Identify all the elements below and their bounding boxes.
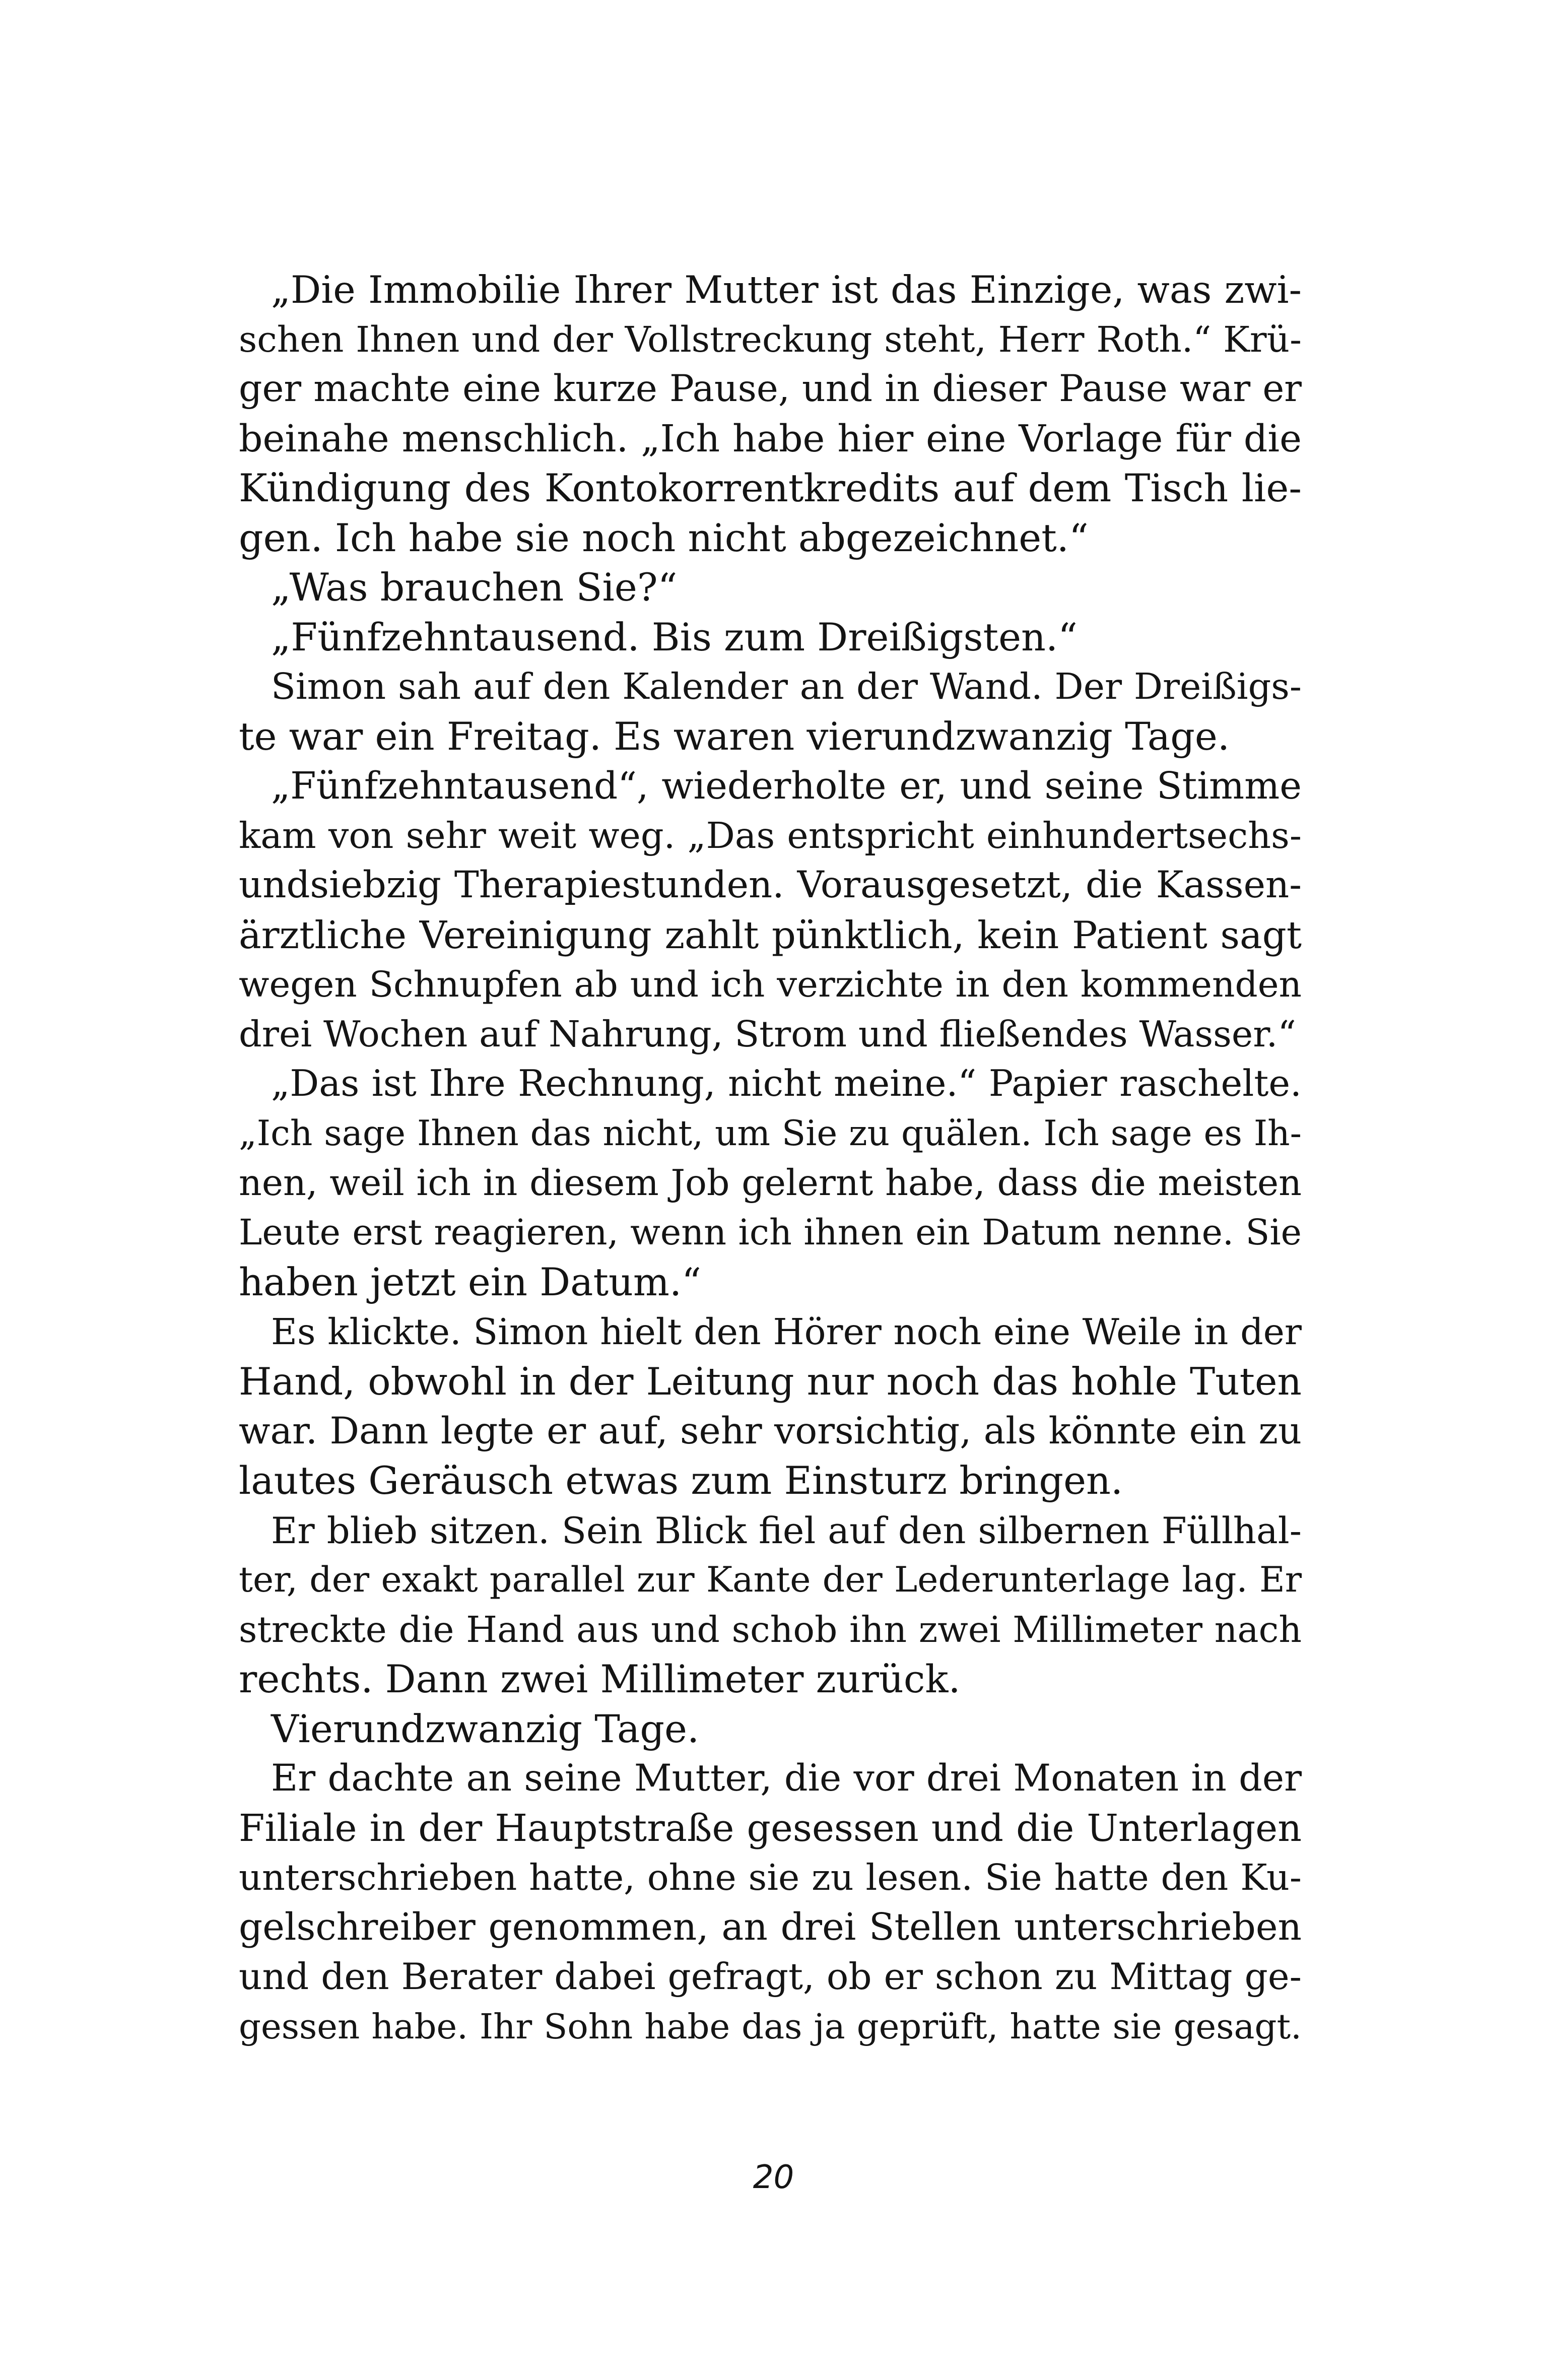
text-line: streckte die Hand aus und schob ihn zwei Millimeter nach bbox=[239, 1608, 1302, 1650]
text-line: war. Dann legte er auf, sehr vorsichtig, als könnte ein zu bbox=[239, 1409, 1302, 1452]
text-line: und den Berater dabei gefragt, ob er schon zu Mittag ge- bbox=[239, 1956, 1302, 1998]
text-line: „Was brauchen Sie?“ bbox=[271, 565, 678, 610]
text-line: schen Ihnen und der Vollstreckung steht, Herr Roth.“ Krü- bbox=[239, 318, 1302, 360]
text-line: Er blieb sitzen. Sein Blick fiel auf den silbernen Füllhal- bbox=[271, 1509, 1302, 1552]
text-line: Filiale in der Hauptstraße gesessen und die Unterlagen bbox=[239, 1806, 1302, 1850]
text-line: rechts. Dann zwei Millimeter zurück. bbox=[239, 1657, 961, 1701]
text-line: Hand, obwohl in der Leitung nur noch das hohle Tuten bbox=[239, 1359, 1302, 1404]
text-line: ärztliche Vereinigung zahlt pünktlich, kein Patient sagt bbox=[239, 912, 1302, 957]
text-line: „Das ist Ihre Rechnung, nicht meine.“ Papier raschelte. bbox=[271, 1063, 1302, 1105]
text-line: Kündigung des Kontokorrentkredits auf dem Tisch lie- bbox=[239, 466, 1302, 510]
text-line: „Fünfzehntausend“, wiederholte er, und seine Stimme bbox=[271, 764, 1302, 808]
text-line: ter, der exakt parallel zur Kante der Lederunterlage lag. Er bbox=[239, 1559, 1302, 1600]
text-line: lautes Geräusch etwas zum Einsturz bringen. bbox=[239, 1458, 1123, 1503]
text-line: gessen habe. Ihr Sohn habe das ja geprüft, hatte sie gesagt. bbox=[239, 2006, 1302, 2047]
text-line: wegen Schnupfen ab und ich verzichte in den kommenden bbox=[239, 963, 1302, 1005]
text-line: Leute erst reagieren, wenn ich ihnen ein Datum nenne. Sie bbox=[239, 1212, 1302, 1253]
text-line: nen, weil ich in diesem Job gelernt habe, dass die meisten bbox=[239, 1162, 1302, 1204]
text-line: undsiebzig Therapiestunden. Vorausgesetzt, die Kassen- bbox=[239, 864, 1302, 906]
text-line: Vierundzwanzig Tage. bbox=[271, 1706, 700, 1751]
text-line: beinahe menschlich. „Ich habe hier eine Vorlage für die bbox=[239, 417, 1302, 460]
text-line: gelschreiber genommen, an drei Stellen unterschrieben bbox=[239, 1905, 1302, 1949]
text-line: Er dachte an seine Mutter, die vor drei Monaten in der bbox=[271, 1757, 1302, 1800]
text-line: kam von sehr weit weg. „Das entspricht einhundertsechs- bbox=[239, 814, 1302, 856]
body-text bbox=[239, 265, 1302, 2052]
text-line: „Ich sage Ihnen das nicht, um Sie zu quälen. Ich sage es Ih- bbox=[239, 1113, 1302, 1154]
text-line: haben jetzt ein Datum.“ bbox=[239, 1260, 702, 1304]
page-number: 20 bbox=[753, 2159, 794, 2196]
text-line: unterschrieben hatte, ohne sie zu lesen. Sie hatte den Ku- bbox=[239, 1857, 1302, 1898]
text-line: „Fünfzehntausend. Bis zum Dreißigsten.“ bbox=[271, 614, 1078, 659]
text-line: „Die Immobilie Ihrer Mutter ist das Einzige, was zwi- bbox=[271, 268, 1302, 312]
text-line: drei Wochen auf Nahrung, Strom und fließendes Wasser.“ bbox=[239, 1013, 1296, 1055]
text-line: te war ein Freitag. Es waren vierundzwanzig Tage. bbox=[239, 713, 1230, 759]
text-line: Es klickte. Simon hielt den Hörer noch eine Weile in der bbox=[271, 1310, 1302, 1353]
text-line: ger machte eine kurze Pause, und in dieser Pause war er bbox=[239, 368, 1302, 410]
text-line: Simon sah auf den Kalender an der Wand. Der Dreißigs- bbox=[271, 666, 1302, 707]
text-line: gen. Ich habe sie noch nicht abgezeichnet.“ bbox=[239, 515, 1089, 560]
